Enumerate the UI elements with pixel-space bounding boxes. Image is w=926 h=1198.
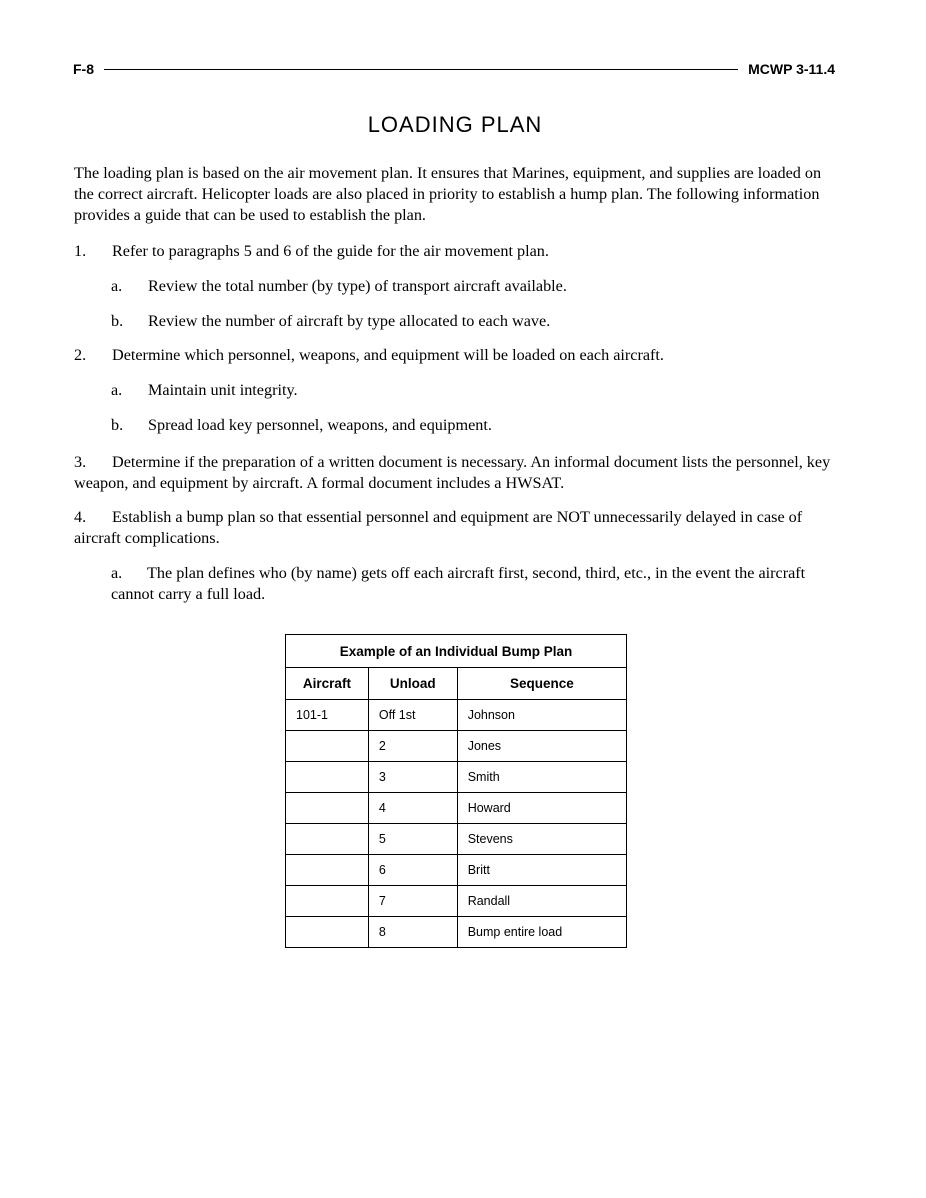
unload-cell: 4 bbox=[368, 793, 457, 824]
sequence-cell: Randall bbox=[457, 886, 626, 917]
unload-cell: 2 bbox=[368, 731, 457, 762]
list-item-2a: a. Maintain unit integrity. bbox=[111, 381, 298, 399]
list-item-4: 4. Establish a bump plan so that essential personnel and equipment are NOT unnecessarily delayed in case of aircraft complications. bbox=[74, 508, 803, 547]
unload-cell: 5 bbox=[368, 824, 457, 855]
aircraft-cell bbox=[286, 886, 369, 917]
list-item-2b: b. Spread load key personnel, weapons, and equipment. bbox=[111, 416, 492, 434]
table-row bbox=[286, 700, 627, 731]
header-rule bbox=[104, 69, 738, 70]
sequence-cell: Britt bbox=[457, 855, 626, 886]
table-header-row bbox=[286, 668, 627, 700]
aircraft-cell bbox=[286, 731, 369, 762]
table-row bbox=[286, 886, 627, 917]
list-item-4a: a. The plan defines who (by name) gets off each aircraft first, second, third, etc., in the event the aircraft cannot carry a full load. bbox=[111, 564, 806, 603]
aircraft-cell bbox=[286, 762, 369, 793]
bump-plan-table bbox=[285, 634, 627, 948]
table-row bbox=[286, 762, 627, 793]
list-item-3: 3. Determine if the preparation of a written document is necessary. An informal document lists the personnel, key weapon, and equipment by aircraft. A formal document includes a HWSAT. bbox=[74, 453, 831, 492]
table-row bbox=[286, 824, 627, 855]
unload-cell: 8 bbox=[368, 917, 457, 948]
unload-cell: 6 bbox=[368, 855, 457, 886]
sequence-cell: Bump entire load bbox=[457, 917, 626, 948]
table-caption: Example of an Individual Bump Plan bbox=[286, 635, 627, 668]
page-number: F-8 bbox=[73, 61, 94, 77]
sequence-cell: Howard bbox=[457, 793, 626, 824]
sequence-cell: Smith bbox=[457, 762, 626, 793]
unload-cell: 7 bbox=[368, 886, 457, 917]
unload-cell: 3 bbox=[368, 762, 457, 793]
table-row bbox=[286, 793, 627, 824]
unload-cell: Off 1st bbox=[368, 700, 457, 731]
sequence-cell: Jones bbox=[457, 731, 626, 762]
list-item-1a: a. Review the total number (by type) of transport aircraft available. bbox=[111, 277, 567, 295]
list-item-1: 1. Refer to paragraphs 5 and 6 of the guide for the air movement plan. bbox=[74, 242, 549, 260]
table-row bbox=[286, 855, 627, 886]
aircraft-cell bbox=[286, 917, 369, 948]
aircraft-cell bbox=[286, 793, 369, 824]
aircraft-cell bbox=[286, 855, 369, 886]
column-header-sequence: Sequence bbox=[457, 668, 626, 700]
publication-id: MCWP 3-11.4 bbox=[748, 61, 835, 77]
sequence-cell: Johnson bbox=[457, 700, 626, 731]
page-header bbox=[73, 59, 835, 79]
table-row bbox=[286, 917, 627, 948]
intro-paragraph: The loading plan is based on the air movement plan. It ensures that Marines, equipment, and supplies are loaded on the correct aircraft. Helicopter loads are also placed in priority to establish a hump plan. The following information provides a guide that can be used to establish the plan. bbox=[74, 164, 822, 224]
aircraft-cell: 101-1 bbox=[286, 700, 369, 731]
aircraft-cell bbox=[286, 824, 369, 855]
sequence-cell: Stevens bbox=[457, 824, 626, 855]
page-title: LOADING PLAN bbox=[367, 112, 543, 137]
table-row bbox=[286, 731, 627, 762]
column-header-aircraft: Aircraft bbox=[286, 668, 369, 700]
list-item-2: 2. Determine which personnel, weapons, and equipment will be loaded on each aircraft. bbox=[74, 346, 664, 364]
list-item-1b: b. Review the number of aircraft by type allocated to each wave. bbox=[111, 312, 551, 330]
column-header-unload: Unload bbox=[368, 668, 457, 700]
